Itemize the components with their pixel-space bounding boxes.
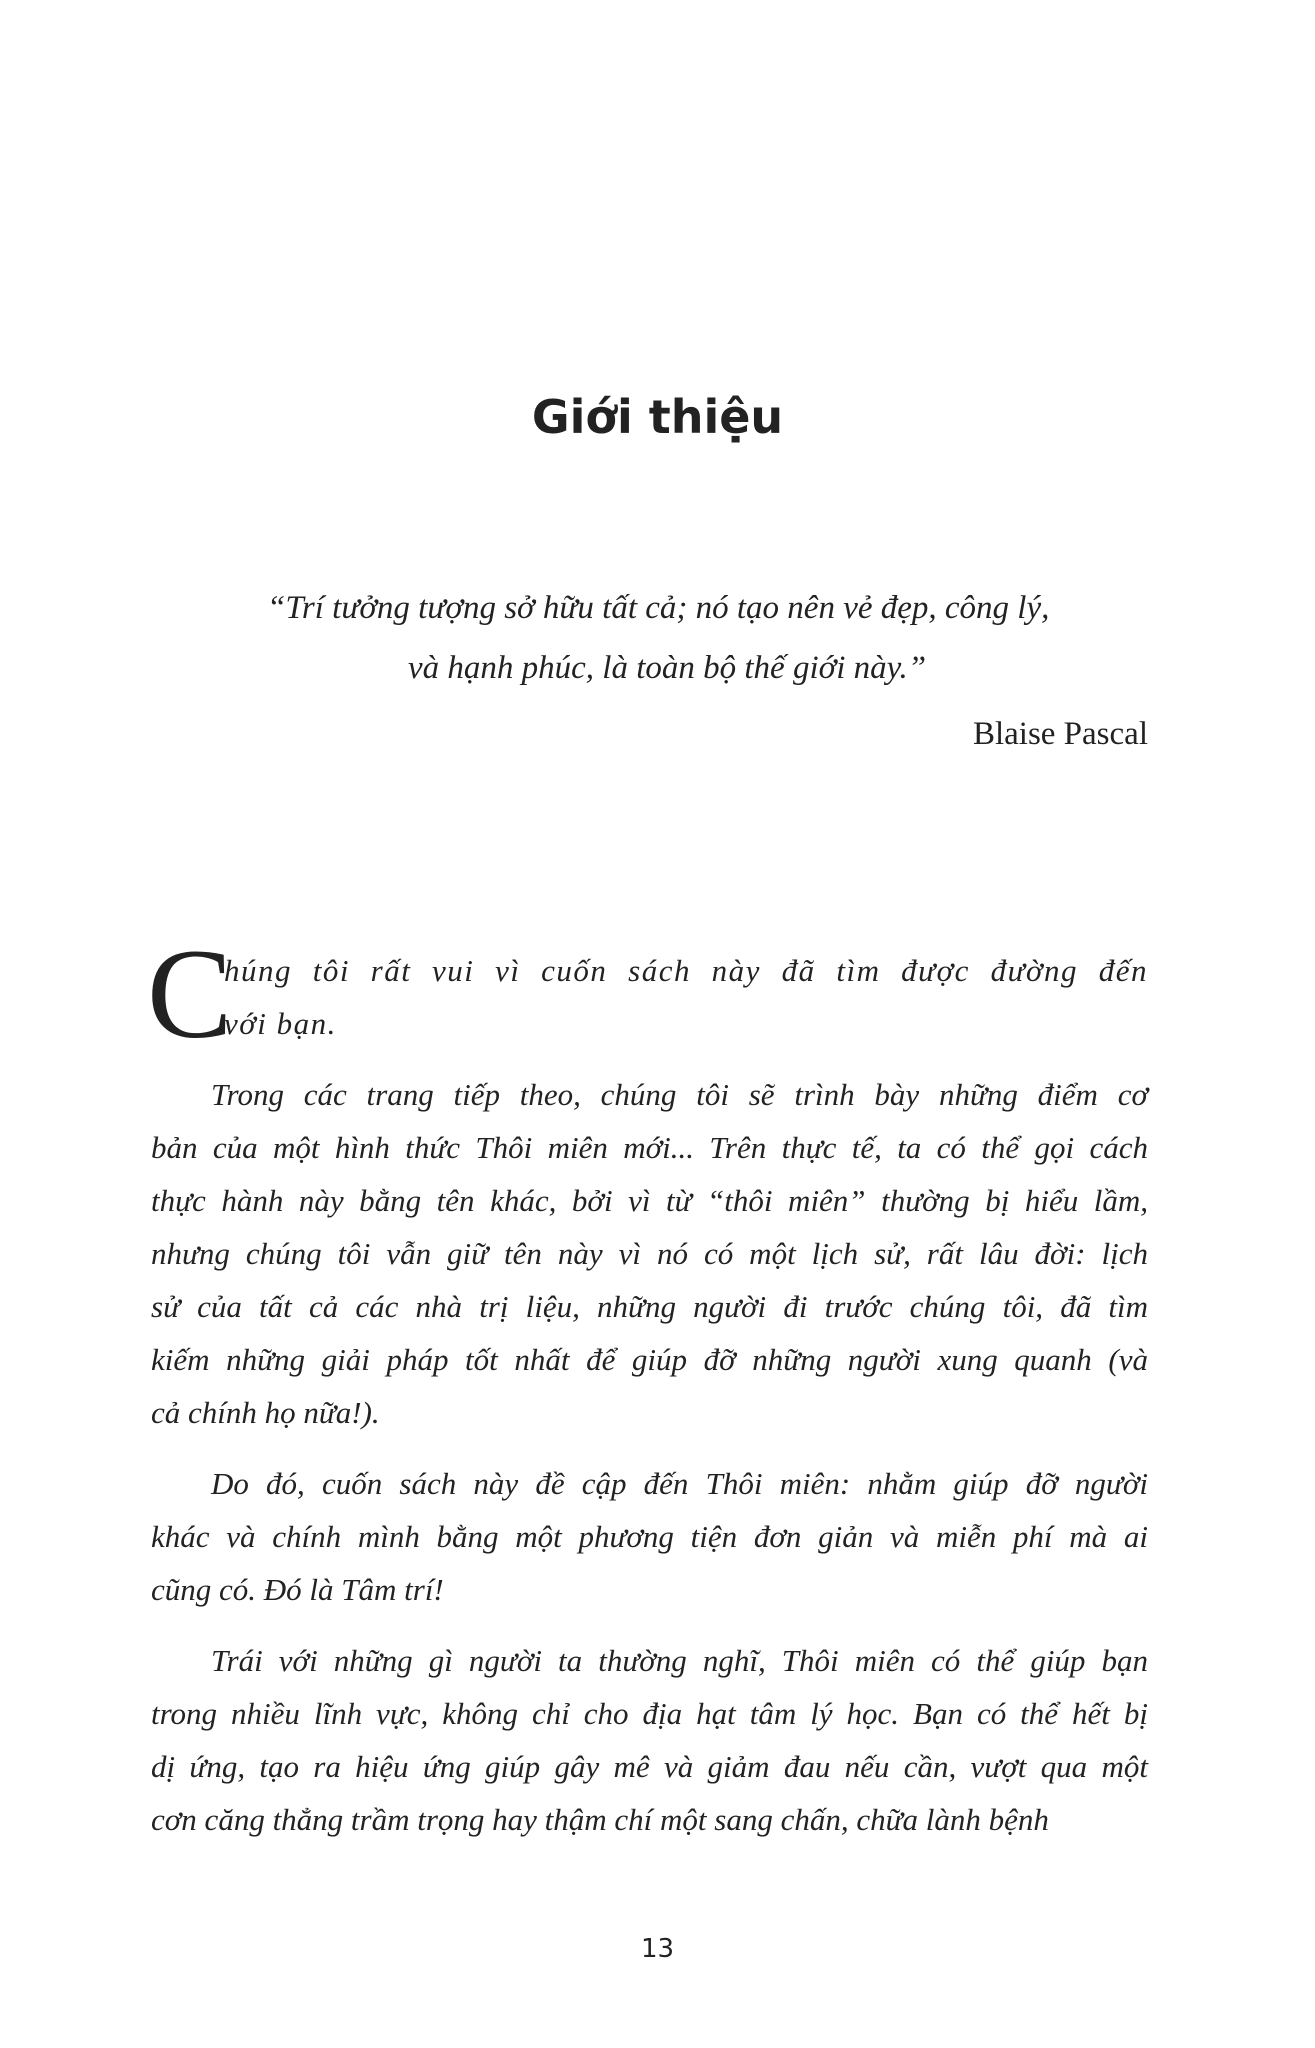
text-line: Do đó, cuốn sách này đề cập đến Thôi miên: nhằm giúp đỡ người (211, 1466, 1148, 1501)
text-line: sử của tất cả các nhà trị liệu, những người đi trước chúng tôi, đã tìm (151, 1289, 1148, 1324)
paragraph (151, 1068, 1148, 1439)
body-text (147, 923, 1148, 1864)
text-line: thực hành này bằng tên khác, bởi vì từ “thôi miên” thường bị hiểu lầm, (151, 1183, 1148, 1218)
text-line: bản của một hình thức Thôi miên mới... Trên thực tế, ta có thể gọi cách (151, 1130, 1148, 1165)
chapter-title: Giới thiệu (531, 390, 784, 444)
paragraph (151, 1634, 1148, 1846)
text-line: Trái với những gì người ta thường nghĩ, Thôi miên có thể giúp bạn (211, 1643, 1148, 1678)
text-line: dị ứng, tạo ra hiệu ứng giúp gây mê và giảm đau nếu cần, vượt qua một (151, 1749, 1148, 1784)
text-line: với bạn. (224, 1006, 337, 1041)
text-line: Trong các trang tiếp theo, chúng tôi sẽ trình bày những điểm cơ (211, 1077, 1148, 1112)
paragraph (147, 923, 1148, 1065)
text-line: cũng có. Đó là Tâm trí! (151, 1572, 444, 1607)
text-line: trong nhiều lĩnh vực, không chỉ cho địa hạt tâm lý học. Bạn có thể hết bị (151, 1696, 1148, 1731)
text-line: khác và chính mình bằng một phương tiện đơn giản và miễn phí mà ai (151, 1519, 1148, 1554)
text-line: cả chính họ nữa!). (151, 1395, 380, 1430)
text-line: nhưng chúng tôi vẫn giữ tên này vì nó có một lịch sử, rất lâu đời: lịch (151, 1236, 1148, 1271)
epigraph-line-2: và hạnh phúc, là toàn bộ thế giới này.” (408, 650, 927, 686)
text-line: cơn căng thẳng trầm trọng hay thậm chí một sang chấn, chữa lành bệnh (151, 1802, 1049, 1837)
text-line: húng tôi rất vui vì cuốn sách này đã tìm được đường đến (224, 953, 1148, 988)
epigraph-author: Blaise Pascal (972, 716, 1148, 752)
drop-cap: C (147, 923, 233, 1065)
page-number: 13 (640, 1934, 675, 1964)
text-line: kiếm những giải pháp tốt nhất để giúp đỡ những người xung quanh (và (151, 1342, 1148, 1377)
paragraph (151, 1457, 1148, 1616)
epigraph-line-1: “Trí tưởng tượng sở hữu tất cả; nó tạo nên vẻ đẹp, công lý, (267, 590, 1050, 626)
